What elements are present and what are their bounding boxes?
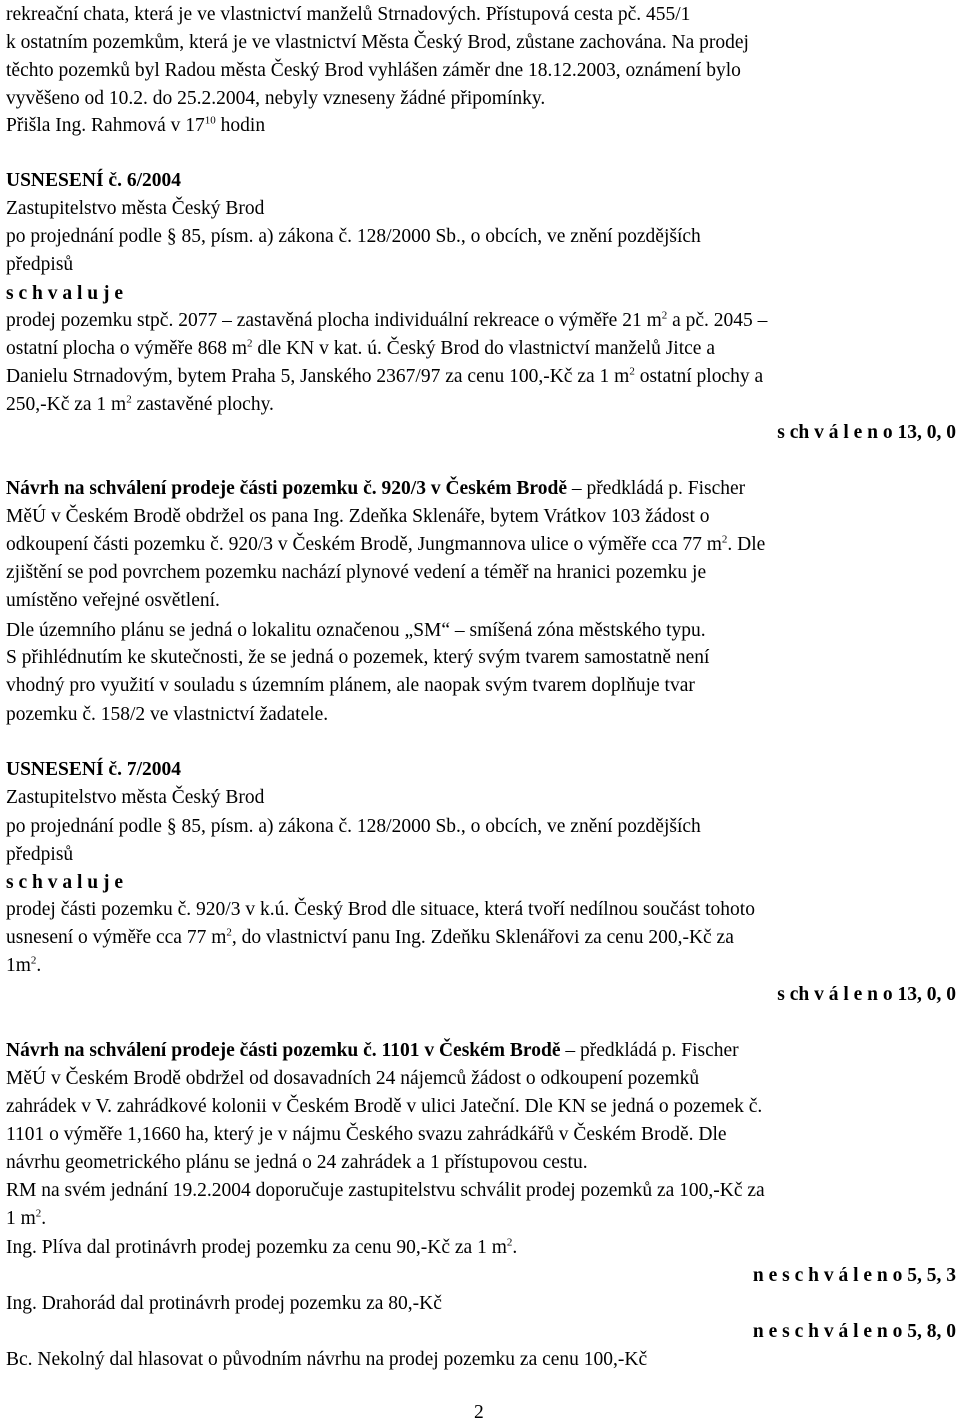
superscript: 2 [721, 533, 728, 546]
superscript: 2 [30, 954, 37, 967]
page-number: 2 [474, 1402, 484, 1423]
body-text: odkoupení části pozemku č. 920/3 v Českém Brodě, Jungmannova ulice o výměře cca 77 m [6, 534, 722, 555]
body-text: usnesení o výměře cca 77 m [6, 927, 227, 948]
resolution-6-council: Zastupitelstvo města Český Brod [6, 198, 265, 219]
superscript: 2 [629, 365, 635, 378]
proposal-1101-vote-2: n e s c h v á l e n o 5, 8, 0 [752, 1321, 956, 1342]
resolution-6-title: USNESENÍ č. 6/2004 [6, 170, 181, 191]
heading-bold: Návrh na schválení prodeje části pozemku č. 1101 v Českém Brodě [6, 1040, 561, 1061]
intro-line-4: vyvěšeno od 10.2. do 25.2.2004, nebyly vzneseny žádné připomínky. [6, 88, 546, 109]
body-text: 1m [6, 955, 31, 976]
proposal-1101-line-5: RM na svém jednání 19.2.2004 doporučuje zastupitelstvu schválit prodej pozemků za 100,-Kč za [6, 1180, 765, 1201]
resolution-7-legal-basis: po projednání podle § 85, písm. a) zákona č. 128/2000 Sb., o obcích, ve znění pozdějších [6, 816, 701, 837]
proposal-1101-line-3: 1101 o výměře 1,1660 ha, který je v nájmu Českého svazu zahrádkářů v Českém Brodě. Dle [6, 1124, 727, 1145]
resolution-6-body-4 [6, 390, 274, 419]
intro-line-3: těchto pozemků byl Radou města Český Brod vyhlášen záměr dne 18.12.2003, oznámení bylo [6, 60, 741, 81]
heading-presenter: – předkládá p. Fischer [566, 478, 746, 499]
body-text: ostatní plochy a [634, 366, 764, 387]
proposal-1101-line-7 [6, 1233, 517, 1262]
heading-presenter: – předkládá p. Fischer [560, 1040, 739, 1061]
proposal-1101-line-8: Ing. Drahorád dal protinávrh prodej pozemku za 80,-Kč [6, 1293, 442, 1314]
resolution-7-body-3 [6, 951, 41, 980]
body-text: zastavěné plochy. [131, 394, 274, 415]
proposal-1101-line-9: Bc. Nekolný dal hlasovat o původním návrhu na prodej pozemku za cenu 100,-Kč [6, 1349, 648, 1370]
resolution-7-council: Zastupitelstvo města Český Brod [6, 787, 265, 808]
superscript: 2 [247, 337, 253, 350]
resolution-6-body-1 [6, 306, 767, 335]
body-text: a pč. 2045 – [667, 310, 768, 331]
proposal-920-line-3: zjištění se pod povrchem pozemku nachází plynové vedení a téměř na hranici pozemku je [6, 562, 707, 583]
intro-line-5 [6, 111, 265, 140]
body-text: prodej pozemku stpč. 2077 – zastavěná plocha individuální rekreace o výměře 21 m [6, 310, 662, 331]
body-text: dle KN v kat. ú. Český Brod do vlastnictví manželů Jitce a [252, 338, 715, 359]
body-text: . [512, 1237, 518, 1258]
body-text: 1 m [6, 1208, 36, 1229]
superscript: 2 [506, 1236, 513, 1249]
superscript: 2 [35, 1207, 42, 1220]
resolution-7-title: USNESENÍ č. 7/2004 [6, 759, 181, 780]
proposal-920-line-8: pozemku č. 158/2 ve vlastnictví žadatele. [6, 704, 329, 725]
resolution-6-body-2 [6, 334, 715, 363]
resolution-6-verb: s c h v a l u j e [6, 283, 123, 304]
intro-line-1: rekreační chata, která je ve vlastnictví manželů Strnadových. Přístupová cesta pč. 455/1 [6, 4, 691, 25]
proposal-1101-line-2: zahrádek v V. zahrádkové kolonii v Českém Brodě v ulici Jateční. Dle KN se jedná o pozemek č. [6, 1096, 763, 1117]
body-text: . [41, 1208, 47, 1229]
proposal-920-line-4: umístěno veřejné osvětlení. [6, 590, 220, 611]
resolution-6-vote: s ch v á l e n o 13, 0, 0 [777, 422, 956, 443]
resolution-6-legal-basis-2: předpisů [6, 254, 74, 275]
body-text: 250,-Kč za 1 m [6, 394, 127, 415]
arrival-text-end: hodin [215, 115, 266, 136]
body-text: . Dle [727, 534, 766, 555]
body-text: . [36, 955, 42, 976]
resolution-7-legal-basis-2: předpisů [6, 844, 74, 865]
proposal-1101-vote-1: n e s c h v á l e n o 5, 5, 3 [752, 1265, 956, 1286]
resolution-7-body-1: prodej části pozemku č. 920/3 v k.ú. Český Brod dle situace, která tvoří nedílnou součást tohoto [6, 899, 755, 920]
resolution-6-body-3 [6, 362, 763, 391]
proposal-920-line-7: vhodný pro využití v souladu s územním plánem, ale naopak svým tvarem doplňuje tvar [6, 675, 695, 696]
superscript: 2 [226, 926, 232, 939]
proposal-920-line-1: MěÚ v Českém Brodě obdržel os pana Ing. Zdeňka Sklenáře, bytem Vrátkov 103 žádost o [6, 506, 710, 527]
proposal-1101-line-4: návrhu geometrického plánu se jedná o 24 zahrádek a 1 přístupovou cestu. [6, 1152, 588, 1173]
proposal-1101-line-1: MěÚ v Českém Brodě obdržel od dosavadních 24 nájemců žádost o odkoupení pozemků [6, 1068, 700, 1089]
resolution-6-legal-basis: po projednání podle § 85, písm. a) zákona č. 128/2000 Sb., o obcích, ve znění pozdějších [6, 226, 701, 247]
heading-bold: Návrh na schválení prodeje části pozemku č. 920/3 v Českém Brodě [6, 478, 567, 499]
proposal-1101-line-6 [6, 1204, 46, 1233]
body-text: Danielu Strnadovým, bytem Praha 5, Janského 2367/97 za cenu 100,-Kč za 1 m [6, 366, 630, 387]
proposal-920-line-6: S přihlédnutím ke skutečnosti, že se jedná o pozemek, který svým tvarem samostatně není [6, 647, 710, 668]
body-text: Ing. Plíva dal protinávrh prodej pozemku za cenu 90,-Kč za 1 m [6, 1237, 507, 1258]
resolution-7-vote: s ch v á l e n o 13, 0, 0 [777, 984, 956, 1005]
resolution-7-verb: s c h v a l u j e [6, 872, 123, 893]
superscript: 2 [661, 309, 668, 322]
superscript: 2 [126, 393, 132, 406]
arrival-text: Přišla Ing. Rahmová v 17 [6, 115, 205, 136]
proposal-920-line-2 [6, 530, 765, 559]
body-text: ostatní plocha o výměře 868 m [6, 338, 247, 359]
arrival-minutes: 10 [204, 114, 216, 127]
intro-line-2: k ostatním pozemkům, která je ve vlastnictví Města Český Brod, zůstane zachována. Na prodej [6, 32, 749, 53]
proposal-920-heading [6, 474, 745, 503]
body-text: , do vlastnictví panu Ing. Zdeňku Sklenářovi za cenu 200,-Kč za [231, 927, 734, 948]
proposal-1101-heading [6, 1036, 739, 1065]
proposal-920-line-5: Dle územního plánu se jedná o lokalitu označenou „SM“ – smíšená zóna městského typu. [6, 620, 706, 641]
resolution-7-body-2 [6, 923, 734, 952]
